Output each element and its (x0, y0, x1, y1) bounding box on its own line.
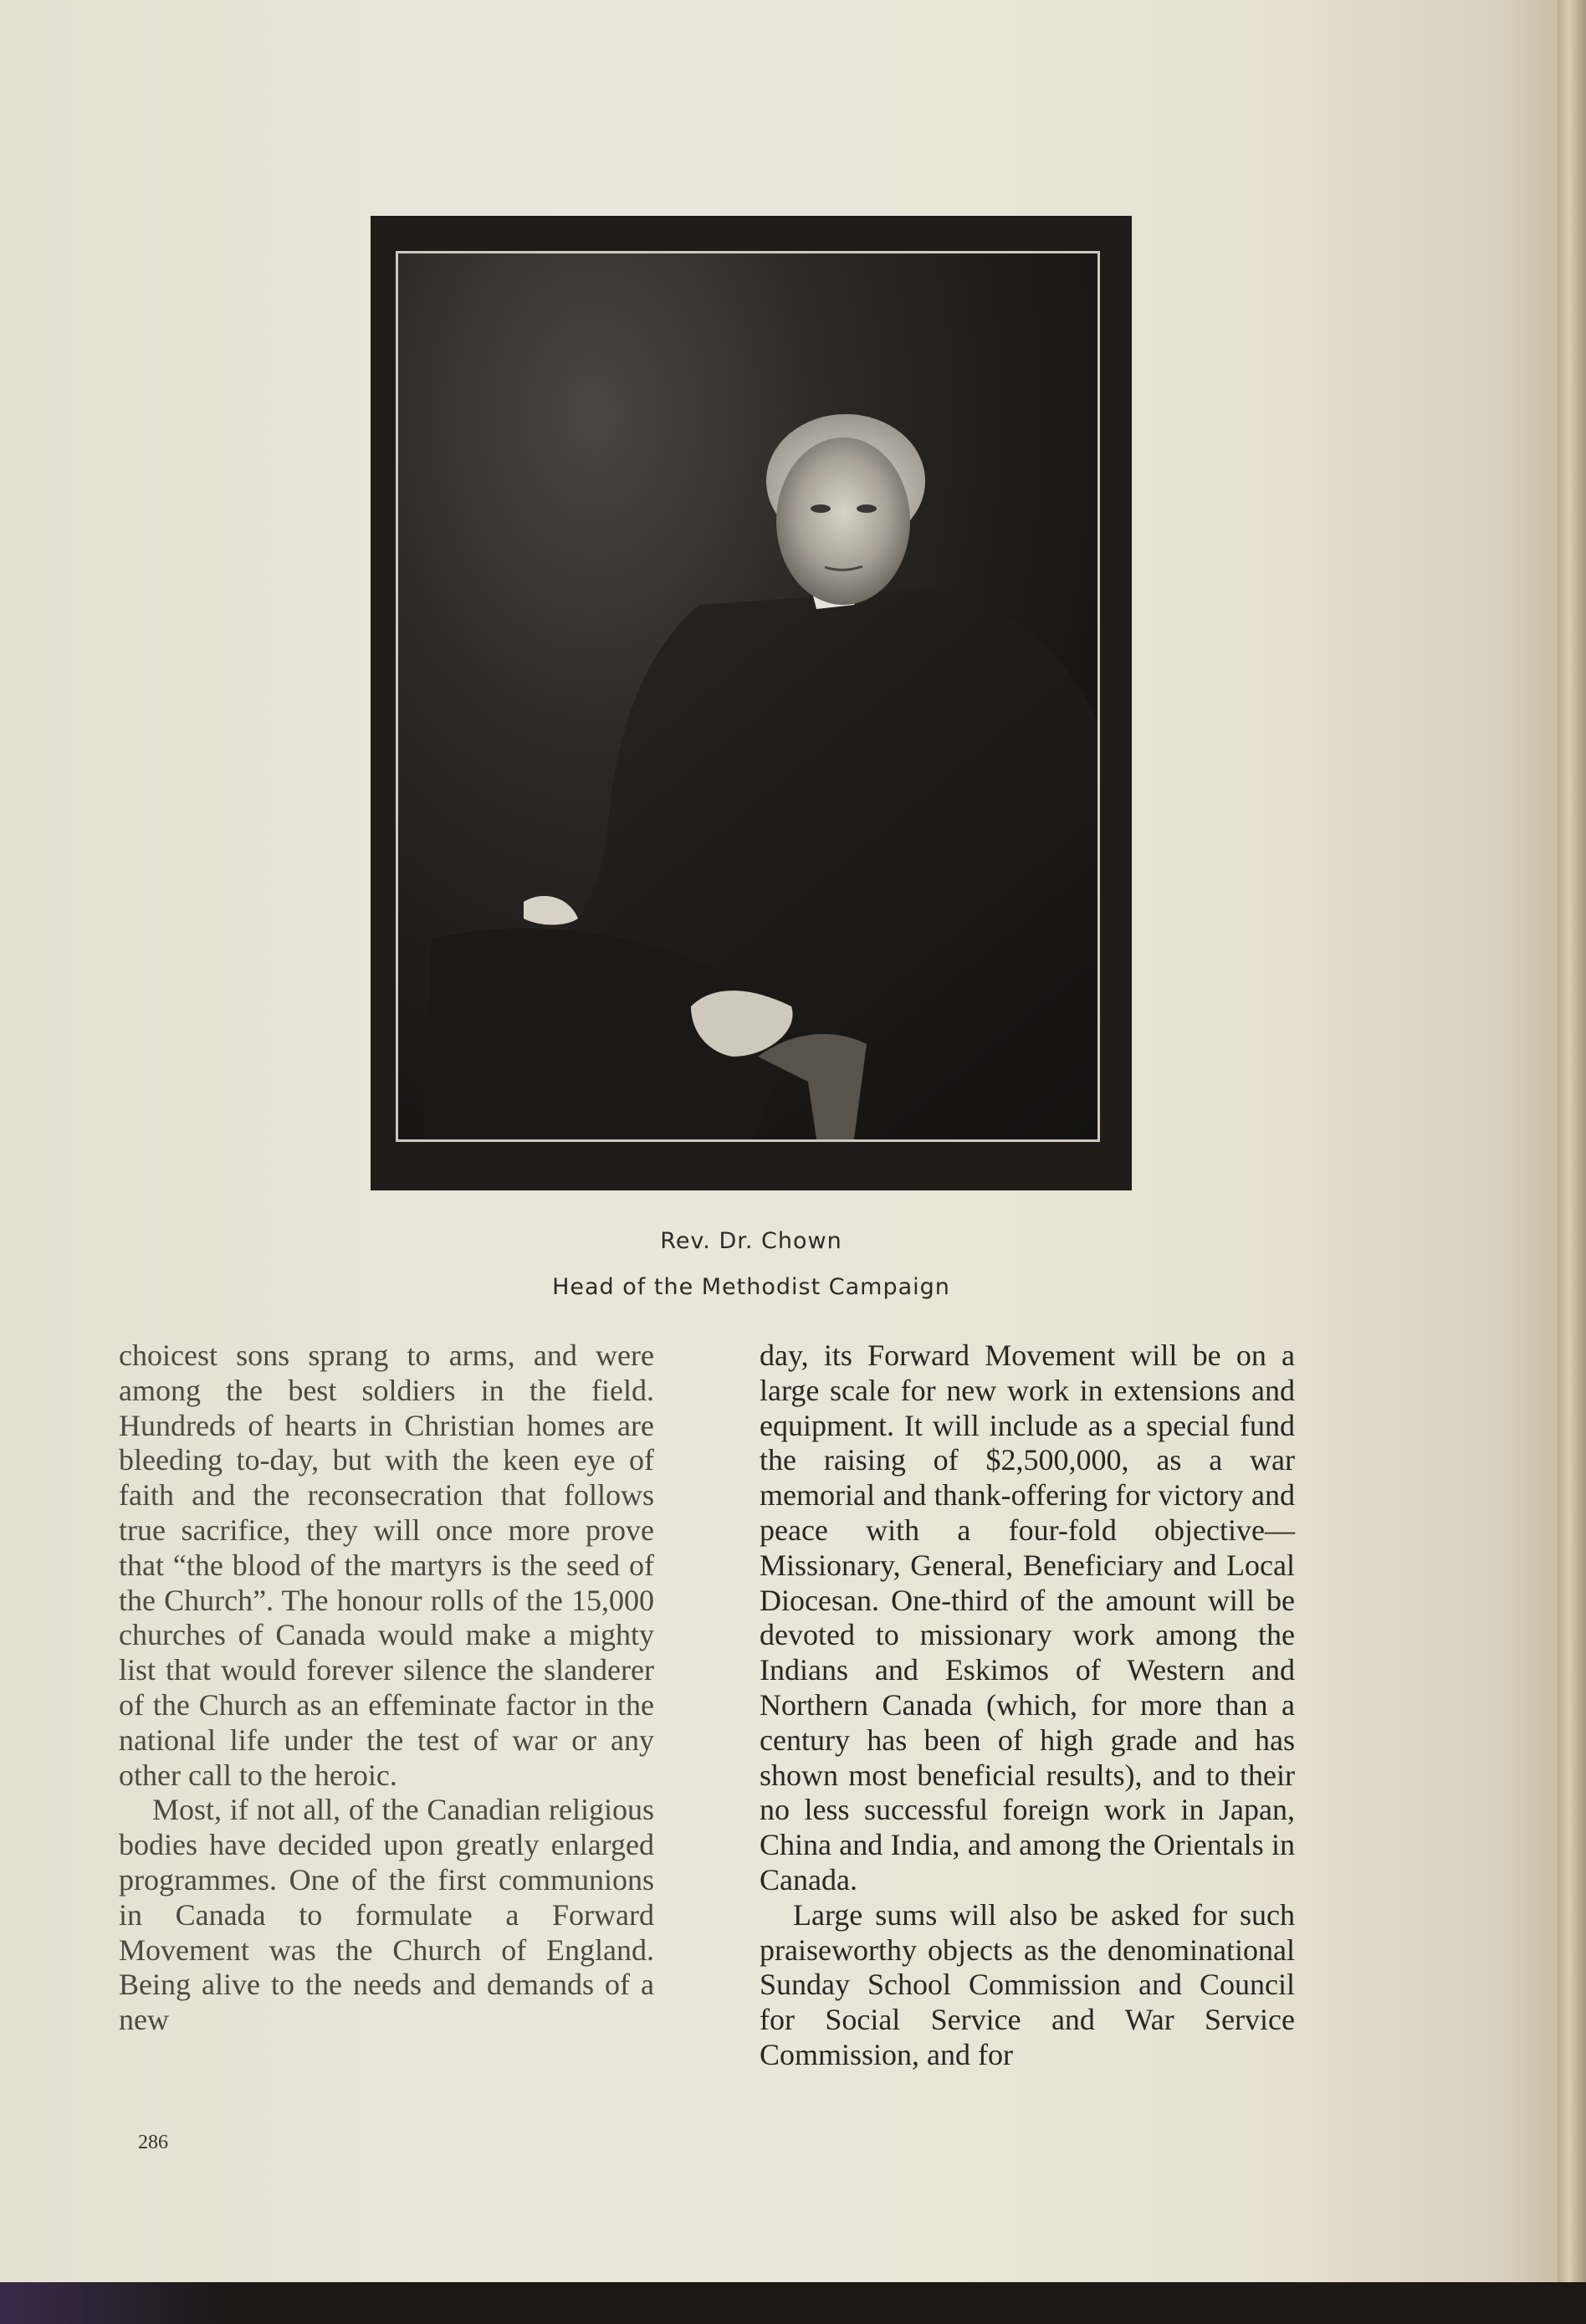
left-column (119, 1339, 654, 2038)
photo-frame (371, 216, 1132, 1190)
caption-title: Head of the Methodist Campaign (552, 1274, 950, 1300)
page-number: 286 (138, 2132, 168, 2153)
left-paragraph-1: choicest sons sprang to arms, and were among the best soldiers in the field. Hundreds of hearts in Christian homes are bleeding to-day, but with the keen eye of faith and the reconsecration that follows true sacrifice, they will once more prove that “the blood of the martyrs is the seed of the Church”. The honour rolls of the 15,000 churches of Canada would make a mighty list that would forever silence the slanderer of the Church as an effeminate factor in the national life under the test of war or any other call to the heroic. (119, 1339, 654, 1792)
face-shape (776, 438, 910, 605)
left-paragraph-2: Most, if not all, of the Canadian religious bodies have decided upon greatly enlarged programmes. One of the first communions in Canada to formulate a Forward Movement was the Church of England. Being alive to the needs and demands of a new (119, 1793, 654, 2037)
page-edge (1558, 0, 1586, 2282)
right-column (760, 1339, 1295, 2073)
portrait-photo (398, 253, 1097, 1139)
caption-name: Rev. Dr. Chown (660, 1228, 842, 1254)
scan-bottom-strip (0, 2282, 1586, 2324)
right-paragraph-2: Large sums will also be asked for such praiseworthy objects as the denominational Sunday School Commission and Council for Social Service and War Service Commission, and for (760, 1897, 1295, 2071)
right-paragraph-1: day, its Forward Movement will be on a large scale for new work in extensions and equipment. It will include as a special fund the raising of $2,500,000, as a war memorial and thank-offering for victory and peace with a four-fold objective—Missionary, General, Beneficiary and Local Diocesan. One-third of the amount will be devoted to missionary work among the Indians and Eskimos of Western and Northern Canada (which, for more than a century has been of high grade and has shown most beneficial results), and to their no less successful foreign work in Japan, China and India, and among the Orientals in Canada. (760, 1339, 1295, 1897)
photo-mat (396, 251, 1100, 1142)
